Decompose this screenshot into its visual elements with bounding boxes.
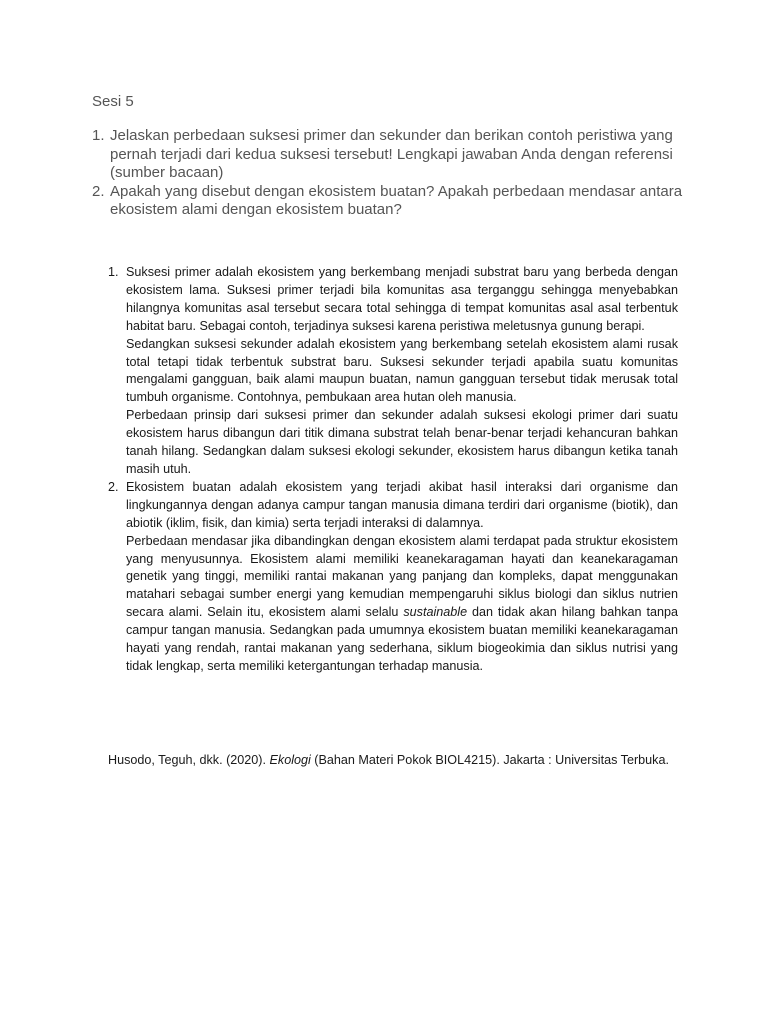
answer-paragraph: Suksesi primer adalah ekosistem yang berkembang menjadi substrat baru yang berbeda dengan ekosistem lama. Suksesi primer terjadi bila komunitas asa terganggu sehingga menyebabkan hilangnya komunitas asal tersebut secara total sehingga di tempat komunitas asal asal terbentuk habitat baru. Sebagai contoh, terjadinya suksesi karena peristiwa meletusnya gunung berapi. xyxy=(126,265,678,333)
answer-number: 2. xyxy=(108,479,119,494)
question-number: 1. xyxy=(92,127,105,144)
reference-authors: Husodo, Teguh, dkk. (2020). xyxy=(108,753,270,767)
answer-paragraph: Ekosistem buatan adalah ekosistem yang terjadi akibat hasil interaksi dari organisme dan lingkungannya dengan adanya campur tangan manusia dimana terdiri dari organisme (biotik), dan abiotik (iklim, fisik, dan kimia) serta terjadi interaksi di dalamnya. xyxy=(126,479,678,530)
question-item xyxy=(92,127,692,183)
answer-text: dan tidak akan hilang bahkan tanpa campur tangan manusia. Sedangkan pada umumnya ekosistem buatan memiliki keanekaragaman hayati yang rendah, rantai makanan yang sederhana, siklum biogeokimia dan siklus nutrisi yang tidak lengkap, serta memiliki ketergantungan terhadap manusia. xyxy=(126,605,678,673)
answer-italic-term: sustainable xyxy=(403,605,468,620)
answer-text: Perbedaan mendasar jika dibandingkan dengan ekosistem alami terdapat pada struktur ekosistem yang menyusunnya. Ekosistem alami memiliki keanekaragaman hayati dan keanekaragaman genetik yang tinggi, memiliki rantai makanan yang panjang dan kompleks, dapat menggunakan matahari sebagai sumber energi yang kemudian mempengaruhi siklus biologi dan siklus nutrien secara alami. Selain itu, ekosistem alami selalu xyxy=(126,533,678,620)
question-number: 2. xyxy=(92,182,105,200)
question-list xyxy=(92,127,692,220)
answer-paragraph: Sedangkan suksesi sekunder adalah ekosistem yang berkembang setelah ekosistem alami rusak total tetapi tidak terbentuk substrat baru. Suksesi sekunder terjadi apabila suatu komunitas mengalami gangguan, baik alami maupun buatan, namun gangguan tersebut tidak merusak total tumbuh organisme. Contohnya, pembukaan area hutan oleh manusia. xyxy=(126,336,678,405)
answer-number: 1. xyxy=(108,265,119,279)
session-title: Sesi 5 xyxy=(92,93,134,110)
reference-title: Ekologi xyxy=(269,753,311,767)
answer-paragraph: Perbedaan prinsip dari suksesi primer dan sekunder adalah suksesi ekologi primer dari suatu ekosistem harus dibangun dari titik dimana substrat telah benar-benar terjadi kehancuran bahkan tanah hilang. Sedangkan dalam suksesi ekologi sekunder, ekosistem harus dibangun ketika tanah masih utuh. xyxy=(126,408,678,476)
answer-paragraph xyxy=(126,533,678,676)
reference-citation xyxy=(108,752,706,770)
question-item xyxy=(92,183,692,220)
answer-list xyxy=(108,264,678,676)
question-text: Apakah yang disebut dengan ekosistem buatan? Apakah perbedaan mendasar antara ekosistem alami dengan ekosistem buatan? xyxy=(110,182,683,218)
answer-item xyxy=(108,479,678,676)
answer-item xyxy=(108,264,678,479)
question-text: Jelaskan perbedaan suksesi primer dan sekunder dan berikan contoh peristiwa yang pernah terjadi dari kedua suksesi tersebut! Lengkapi jawaban Anda dengan referensi (sumber bacaan) xyxy=(110,127,673,181)
reference-publisher: (Bahan Materi Pokok BIOL4215). Jakarta : Universitas Terbuka. xyxy=(310,753,669,767)
